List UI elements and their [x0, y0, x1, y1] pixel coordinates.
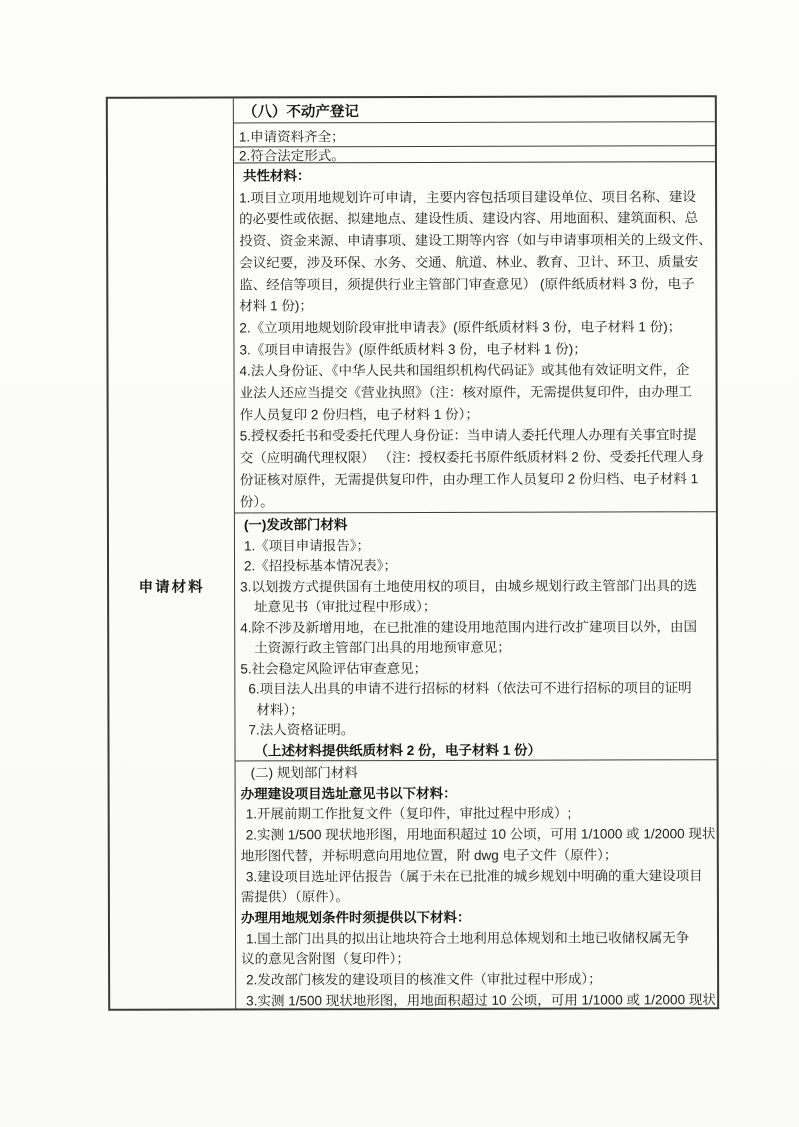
fagai-department-materials-cell: [235, 512, 717, 761]
text-line: 1.国土部门出具的拟出让地块符合土地利用总体规划和土地已收储权属无争: [245, 929, 690, 947]
approval-materials-table: [106, 95, 719, 1011]
text-line: 2.《招投标基本情况表》；: [244, 558, 398, 574]
text-line: 址意见书（审批过程中形成）；: [254, 598, 437, 615]
condition-text: 1.申请资料齐全；: [238, 128, 345, 144]
text-line: 份）。: [239, 493, 274, 509]
text-line: 的必要性或依据、拟建地点、建设性质、建设内容、用地面积、建筑面积、总: [239, 210, 699, 227]
materials-content-column: [234, 162, 717, 1008]
text-line: (二) 规划部门材料: [250, 765, 358, 781]
text-line: 业法人还应当提交《营业执照》（注：核对原件，无需提供复印件，由办理工: [239, 384, 692, 401]
row-header-application-materials: 申请材料: [138, 579, 205, 596]
text-line: 地形图代替，并标明意向用地位置，附 dwg 电子文件（原件）；: [240, 847, 618, 864]
text-line: 需提供）（原件）。: [240, 889, 349, 905]
section-header-cell: [234, 97, 715, 123]
left-header-cell: [108, 163, 236, 1008]
text-line: 7.法人资格证明。: [248, 722, 355, 738]
text-line: 交（应明确代理权限） （注：授权委托书原件纸质材料 2 份、受委托代理人身: [239, 449, 705, 466]
text-line: 办理建设项目选址意见书以下材料：: [240, 785, 457, 802]
text-line: 3.《项目申请报告》(原件纸质材料 3 份，电子材料 1 份)；: [239, 341, 587, 358]
text-line: 办理用地规划条件时须提供以下材料：: [240, 909, 471, 926]
text-line: 3.实测 1/500 现状地形图，用地面积超过 10 公顷，可用 1/1000 或 1/2000 现状: [246, 991, 716, 1009]
condition-row: [234, 146, 715, 164]
text-line: 1.项目立项用地规划许可申请，主要内容包括项目建设单位、项目名称、建设: [239, 188, 696, 206]
guihua-department-materials-cell: [236, 760, 718, 1010]
text-line: 5.授权委托书和受委托代理人身份证：当申请人委托代理人办理有关事宜时提: [239, 427, 697, 444]
text-line: 4.除不涉及新增用地，在已批准的建设用地范围内进行改扩建项目以外，由国: [240, 618, 697, 635]
text-line: 投资、资金来源、申请事项、建设工期等内容（如与申请事项相关的上级文件、: [239, 232, 712, 249]
text-line: 议的意见含附图（复印件）；: [241, 951, 410, 967]
text-line: 土资源行政主管部门出具的用地预审意见；: [254, 639, 511, 656]
text-line: 2.实测 1/500 现状地形图，用地面积超过 10 公顷，可用 1/1000 或 1/2000 现状: [245, 826, 716, 843]
text-line: 监、经信等项目，须提供行业主管部门审查意见） (原件纸质材料 3 份，电子: [239, 275, 695, 292]
real-estate-registration-section: [234, 97, 715, 163]
text-line: (一)发改部门材料: [243, 517, 348, 533]
text-line: 会议纪要，涉及环保、水务、交通、航道、林业、教育、卫计、环卫、质量安: [239, 254, 699, 271]
left-column-empty-cell: [108, 98, 234, 163]
text-line: （上述材料提供纸质材料 2 份，电子材料 1 份）: [254, 742, 542, 758]
text-line: 6.项目法人出具的申请不进行招标的材料（依法可不进行招标的项目的证明: [248, 680, 692, 697]
text-line: 3.建设项目选址评估报告（属于未在已批准的城乡规划中明确的重大建设项目: [245, 867, 703, 884]
text-line: 3.以划拨方式提供国有土地使用权的项目，由城乡规划行政主管部门出具的选: [240, 577, 697, 594]
text-line: 1.《项目申请报告》；: [243, 537, 371, 553]
condition-text: 2.符合法定形式。: [238, 148, 345, 164]
text-line: 2.《立项用地规划阶段审批申请表》(原件纸质材料 3 份，电子材料 1 份)；: [239, 319, 682, 336]
common-materials-cell: [234, 162, 716, 513]
text-line: 1.开展前期工作批复文件（复印件，审批过程中形成）;: [245, 805, 572, 822]
text-line: 材料）；: [256, 701, 304, 717]
text-line: 份证核对原件，无需提供复印件，由办理工作人员复印 2 份归档、电子材料 1: [239, 471, 699, 488]
section-header-text: （八）不动产登记: [242, 103, 359, 120]
text-line: 共性材料：: [242, 168, 311, 184]
text-line: 5.社会稳定风险评估审查意见；: [240, 660, 428, 676]
text-line: 4.法人身份证、《中华人民共和国组织机构代码证》或其他有效证明文件，企: [239, 362, 690, 379]
text-line: 2.发改部门核发的建设项目的核准文件（审批过程中形成）；: [246, 971, 602, 988]
text-line: 作人员复印 2 份归档，电子材料 1 份）；: [239, 406, 479, 423]
text-line: 材料 1 份)；: [239, 298, 313, 314]
